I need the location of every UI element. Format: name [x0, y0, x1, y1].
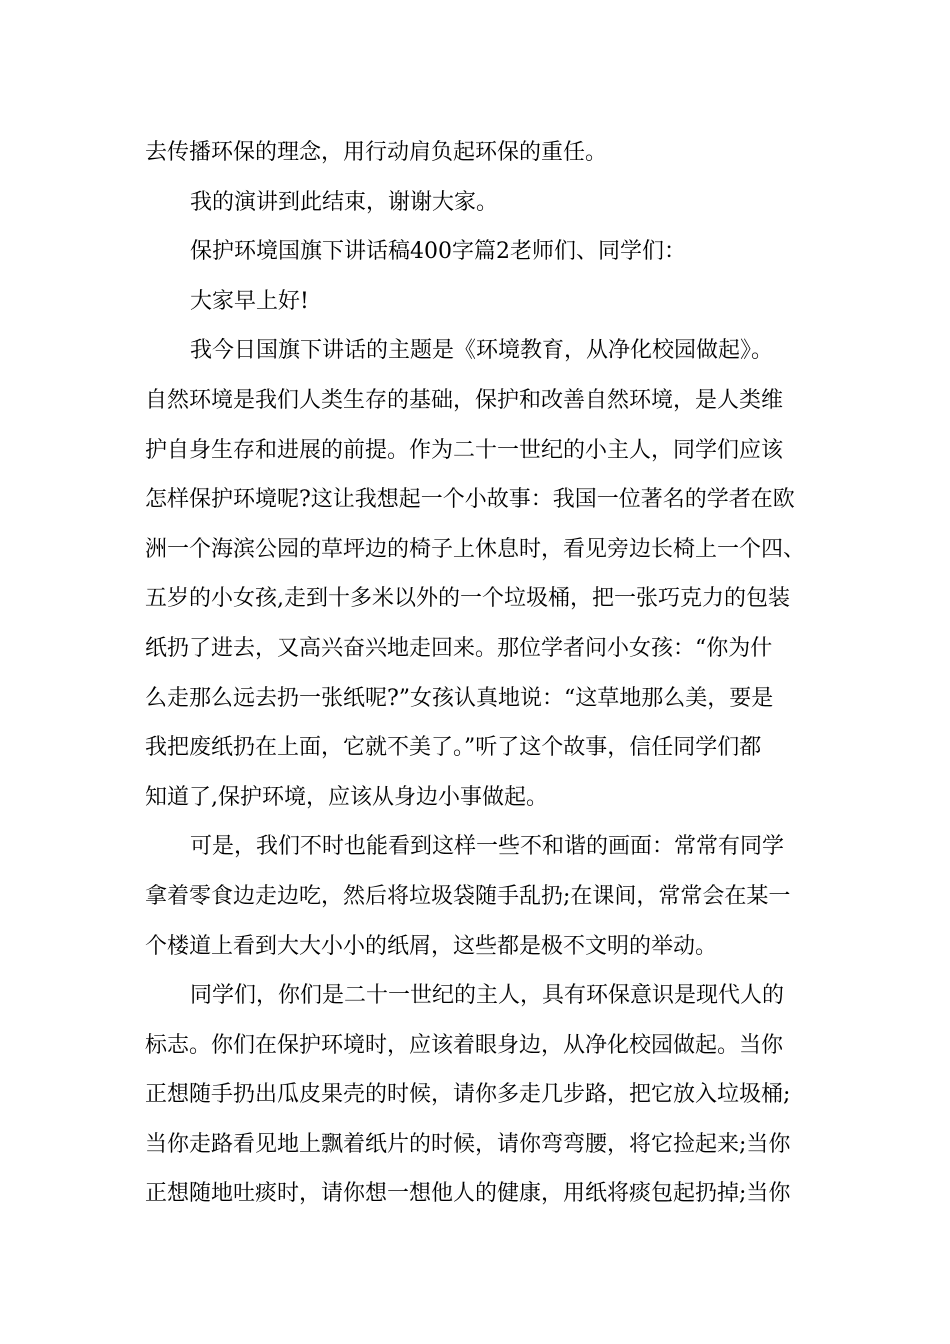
text-line: 正想随手扔出瓜皮果壳的时候，请你多走几步路，把它放入垃圾桶; [145, 1082, 791, 1108]
text-line: 去传播环保的理念，用行动肩负起环保的重任。 [145, 140, 608, 165]
document-body [145, 128, 845, 1219]
text-line: 怎样保护环境呢?这让我想起一个小故事：我国一位著名的学者在欧 [145, 487, 795, 513]
text-line: 我今日国旗下讲话的主题是《环境教育，从净化校园做起》。 [190, 338, 774, 364]
text-line: 我把废纸扔在上面，它就不美了。”听了这个故事，信任同学们都 [145, 735, 762, 761]
text-line: 拿着零食边走边吃，然后将垃圾袋随手乱扔;在课间，常常会在某一 [145, 883, 791, 909]
text-line: 知道了,保护环境，应该从身边小事做起。 [145, 784, 548, 810]
text-line: 五岁的小女孩,走到十多米以外的一个垃圾桶，把一张巧克力的包装 [145, 586, 790, 612]
text-line: 纸扔了进去，又高兴奋兴地走回来。那位学者问小女孩：“你为什 [145, 635, 773, 661]
text-line: 自然环境是我们人类生存的基础，保护和改善自然环境，是人类维 [145, 387, 784, 413]
text-line: 可是，我们不时也能看到这样一些不和谐的画面：常常有同学 [190, 834, 785, 860]
text-line: 我的演讲到此结束，谢谢大家。 [190, 189, 499, 215]
text-line: 当你走路看见地上飘着纸片的时候，请你弯弯腰，将它捡起来;当你 [145, 1131, 791, 1157]
text-line: 护自身生存和进展的前提。作为二十一世纪的小主人，同学们应该 [145, 437, 784, 463]
text-line: 同学们，你们是二十一世纪的主人，具有环保意识是现代人的 [190, 983, 785, 1009]
text-line: 保护环境国旗下讲话稿400字篇2老师们、同学们： [190, 239, 686, 265]
text-line: 正想随地吐痰时，请你想一想他人的健康，用纸将痰包起扔掉;当你 [145, 1181, 791, 1207]
text-line: 标志。你们在保护环境时，应该着眼身边，从净化校园做起。当你 [145, 1032, 784, 1058]
text-line: 大家早上好! [190, 288, 309, 314]
text-line: 洲一个海滨公园的草坪边的椅子上休息时，看见旁边长椅上一个四、 [145, 536, 806, 562]
text-line: 个楼道上看到大大小小的纸屑，这些都是极不文明的举动。 [145, 933, 718, 959]
text-line: 么走那么远去扔一张纸呢?”女孩认真地说：“这草地那么美，要是 [145, 685, 774, 711]
